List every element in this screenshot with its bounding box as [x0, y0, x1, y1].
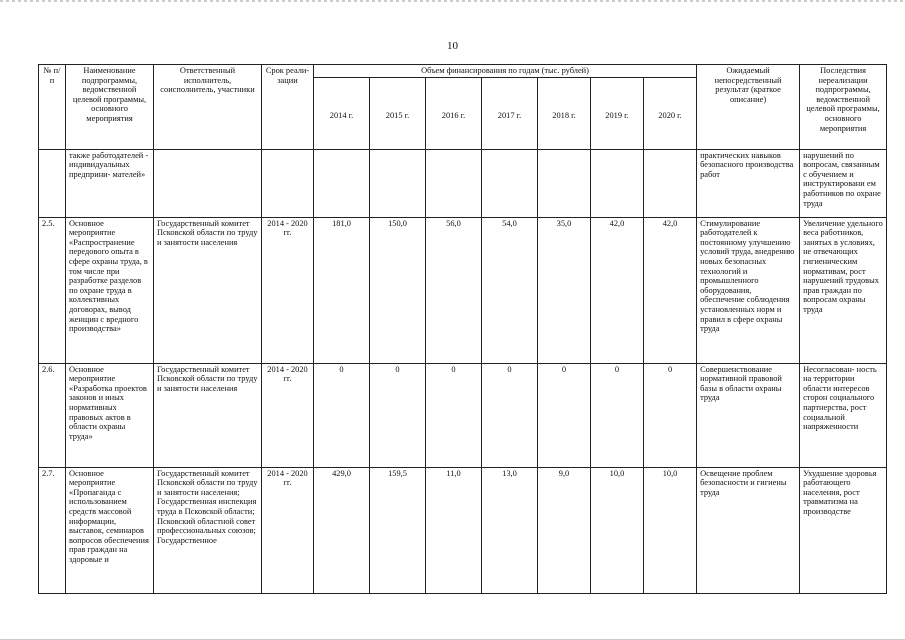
row-consequences: Несогласован- ность на территории области интересов сторон социального партнерства, рост социальной напряженности: [800, 363, 887, 467]
row-name: Основное мероприятие «Разработка проектов законов и иных нормативных правовых актов в области охраны труда»: [66, 363, 154, 467]
row-num: 2.7.: [39, 467, 66, 593]
row-value: [426, 149, 482, 217]
row-value: 35,0: [538, 217, 591, 363]
row-num: 2.5.: [39, 217, 66, 363]
row-num: [39, 149, 66, 217]
row-value: 159,5: [370, 467, 426, 593]
header-year: 2020 г.: [644, 77, 697, 149]
row-value: 0: [370, 363, 426, 467]
header-result: Ожидаемый непосредственный результат (краткое описание): [697, 65, 800, 150]
row-result: Совершенствование нормативной правовой базы в области охраны труда: [697, 363, 800, 467]
row-consequences: Увеличение удельного веса работников, занятых в условиях, не отвечающих гигиеническим нормативам, рост нарушений трудовых прав граждан по вопросам охраны труда: [800, 217, 887, 363]
row-value: 10,0: [591, 467, 644, 593]
header-consequences: Последствия нереализации подпрограммы, ведомственной целевой программы, основного мероприятия: [800, 65, 887, 150]
header-year: 2014 г.: [314, 77, 370, 149]
row-responsible: Государственный комитет Псковской области по труду и занятости населения: [154, 217, 262, 363]
row-value: [314, 149, 370, 217]
table-row: [39, 363, 887, 467]
row-result: практических навыков безопасного производства работ: [697, 149, 800, 217]
row-responsible: Государственный комитет Псковской области по труду и занятости населения: [154, 363, 262, 467]
header-year: 2018 г.: [538, 77, 591, 149]
row-value: 9,0: [538, 467, 591, 593]
row-name: также работодателей - индивидуальных предприни- мателей»: [66, 149, 154, 217]
row-num: 2.6.: [39, 363, 66, 467]
row-value: 56,0: [426, 217, 482, 363]
header-name: Наименование подпрограммы, ведомственной целевой программы, основного мероприятия: [66, 65, 154, 150]
row-term: 2014 - 2020 гг.: [262, 363, 314, 467]
header-term: Срок реали- зации: [262, 65, 314, 150]
row-value: 0: [644, 363, 697, 467]
row-value: 0: [482, 363, 538, 467]
row-name: Основное мероприятие «Распространение передового опыта в сфере охраны труда, в том числе при разработке разделов по охране труда в коллективных договорах, вывод женщин с вредного производства»: [66, 217, 154, 363]
row-value: [591, 149, 644, 217]
row-value: 42,0: [591, 217, 644, 363]
row-value: 0: [426, 363, 482, 467]
header-year: 2016 г.: [426, 77, 482, 149]
row-consequences: Ухудшение здоровья работающего населения, рост травматизма на производстве: [800, 467, 887, 593]
row-value: [370, 149, 426, 217]
row-result: Освещение проблем безопасности и гигиены труда: [697, 467, 800, 593]
table-row: [39, 149, 887, 217]
row-value: 54,0: [482, 217, 538, 363]
header-year: 2015 г.: [370, 77, 426, 149]
header-funding: Объем финансирования по годам (тыс. рублей): [314, 65, 697, 78]
row-responsible: [154, 149, 262, 217]
row-value: 11,0: [426, 467, 482, 593]
row-value: 0: [314, 363, 370, 467]
row-responsible: Государственный комитет Псковской области по труду и занятости населения; Государственная инспекция труда в Псковской области; Псковский областной совет профессиональных союзов; Государственное: [154, 467, 262, 593]
row-value: 181,0: [314, 217, 370, 363]
row-value: 42,0: [644, 217, 697, 363]
row-term: 2014 - 2020 гг.: [262, 467, 314, 593]
row-value: 0: [538, 363, 591, 467]
header-responsible: Ответственный исполнитель, соисполнитель, участники: [154, 65, 262, 150]
row-value: [644, 149, 697, 217]
row-term: [262, 149, 314, 217]
header-num: № п/п: [39, 65, 66, 150]
header-year: 2017 г.: [482, 77, 538, 149]
row-value: 0: [591, 363, 644, 467]
page-number: 10: [447, 40, 458, 52]
row-value: [538, 149, 591, 217]
scan-edge-top: [0, 0, 905, 2]
row-term: 2014 - 2020 гг.: [262, 217, 314, 363]
table-row: [39, 217, 887, 363]
header-year: 2019 г.: [591, 77, 644, 149]
table-row: [39, 467, 887, 593]
row-name: Основное мероприятие «Пропаганда с использованием средств массовой информации, выставок, семинаров вопросов обеспечения прав граждан на здоровые и: [66, 467, 154, 593]
row-value: [482, 149, 538, 217]
row-consequences: нарушений по вопросам, связанным с обучением и инструктировани ем работников по охране труда: [800, 149, 887, 217]
row-value: 10,0: [644, 467, 697, 593]
row-result: Стимулирование работодателей к постоянному улучшению условий труда, внедрению новых безопасных технологий и промышленного оборудования, обеспечение соблюдения установленных норм и правил в сфере охраны труда: [697, 217, 800, 363]
row-value: 429,0: [314, 467, 370, 593]
program-table: [38, 64, 887, 594]
row-value: 150,0: [370, 217, 426, 363]
row-value: 13,0: [482, 467, 538, 593]
